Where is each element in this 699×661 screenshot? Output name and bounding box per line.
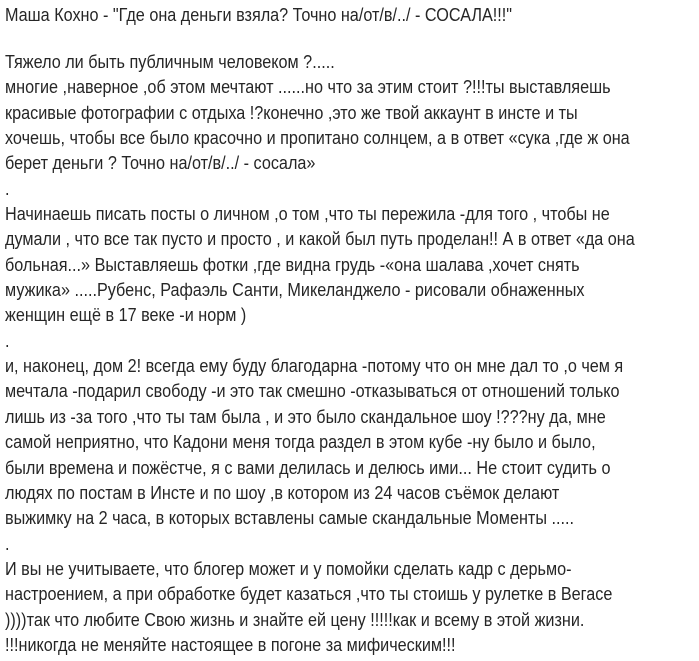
- text-line: были времена и пожёстче, я с вами делилась и делюсь ими... Не стоит судить о: [5, 457, 611, 478]
- text-line: ))))так что любите Свою жизнь и знайте ей цену !!!!!как и всему в этой жизни.: [5, 609, 585, 630]
- text-line: И вы не учитываете, что блогер может и у помойки сделать кадр с дерьмо-: [5, 558, 572, 579]
- post-body: [5, 50, 689, 658]
- separator-dot: .: [5, 533, 10, 554]
- text-line: выжимку на 2 часа, в которых вставлены самые скандальные Моменты .....: [5, 508, 574, 529]
- text-line: мечтала -подарил свободу -и это так смешно -отказываться от отношений только: [5, 381, 620, 402]
- text-line: думали , что все так пусто и просто , и какой был путь проделан!! А в ответ «да она: [5, 229, 635, 250]
- text-line: женщин ещё в 17 веке -и норм ): [5, 305, 247, 326]
- text-line: и, наконец, дом 2! всегда ему буду благодарна -потому что он мне дал то ,о чем я: [5, 356, 624, 377]
- text-line: Тяжело ли быть публичным человеком ?.....: [5, 52, 335, 72]
- blank-line: [5, 27, 689, 50]
- text-line: мужика» .....Рубенс, Рафаэль Санти, Микеланджело - рисовали обнаженных: [5, 280, 585, 301]
- text-line: хочешь, чтобы все было красочно и пропитано солнцем, а в ответ «сука ,где ж она: [5, 128, 630, 149]
- post-title: Маша Кохно - "Где она деньги взяла? Точно на/от/в/../ - СОСАЛА!!!": [5, 5, 513, 25]
- text-line: самой неприятно, что Кадони меня тогда раздел в этом кубе -ну было и было,: [5, 432, 596, 453]
- text-line: больная...» Выставляешь фотки ,где видна грудь -«она шалава ,хочет снять: [5, 254, 580, 275]
- text-line: многие ,наверное ,об этом мечтают ......но что за этим стоит ?!!!ты выставляешь: [5, 77, 611, 98]
- separator-dot: .: [5, 178, 10, 199]
- text-line: настроением, а при обработке будет казаться ,что ты стоишь у рулетке в Вегасе: [5, 584, 613, 605]
- text-line: берет деньги ? Точно на/от/в/../ - сосала»: [5, 153, 316, 174]
- text-line: Начинаешь писать посты о личном ,о том ,что ты пережила -для того , чтобы не: [5, 204, 610, 225]
- post-text: [5, 3, 689, 658]
- text-line: красивые фотографии с отдыха !?конечно ,это же твой аккаунт в инсте и ты: [5, 102, 578, 123]
- text-line: !!!никогда не меняйте настоящее в погоне за мифическим!!!: [5, 634, 456, 655]
- text-line: людях по постам в Инсте и по шоу ,в котором из 24 часов съёмок делают: [5, 482, 560, 503]
- text-line: лишь из -за того ,что ты там была , и это было скандальное шоу !???ну да, мне: [5, 406, 606, 427]
- separator-dot: .: [5, 330, 10, 351]
